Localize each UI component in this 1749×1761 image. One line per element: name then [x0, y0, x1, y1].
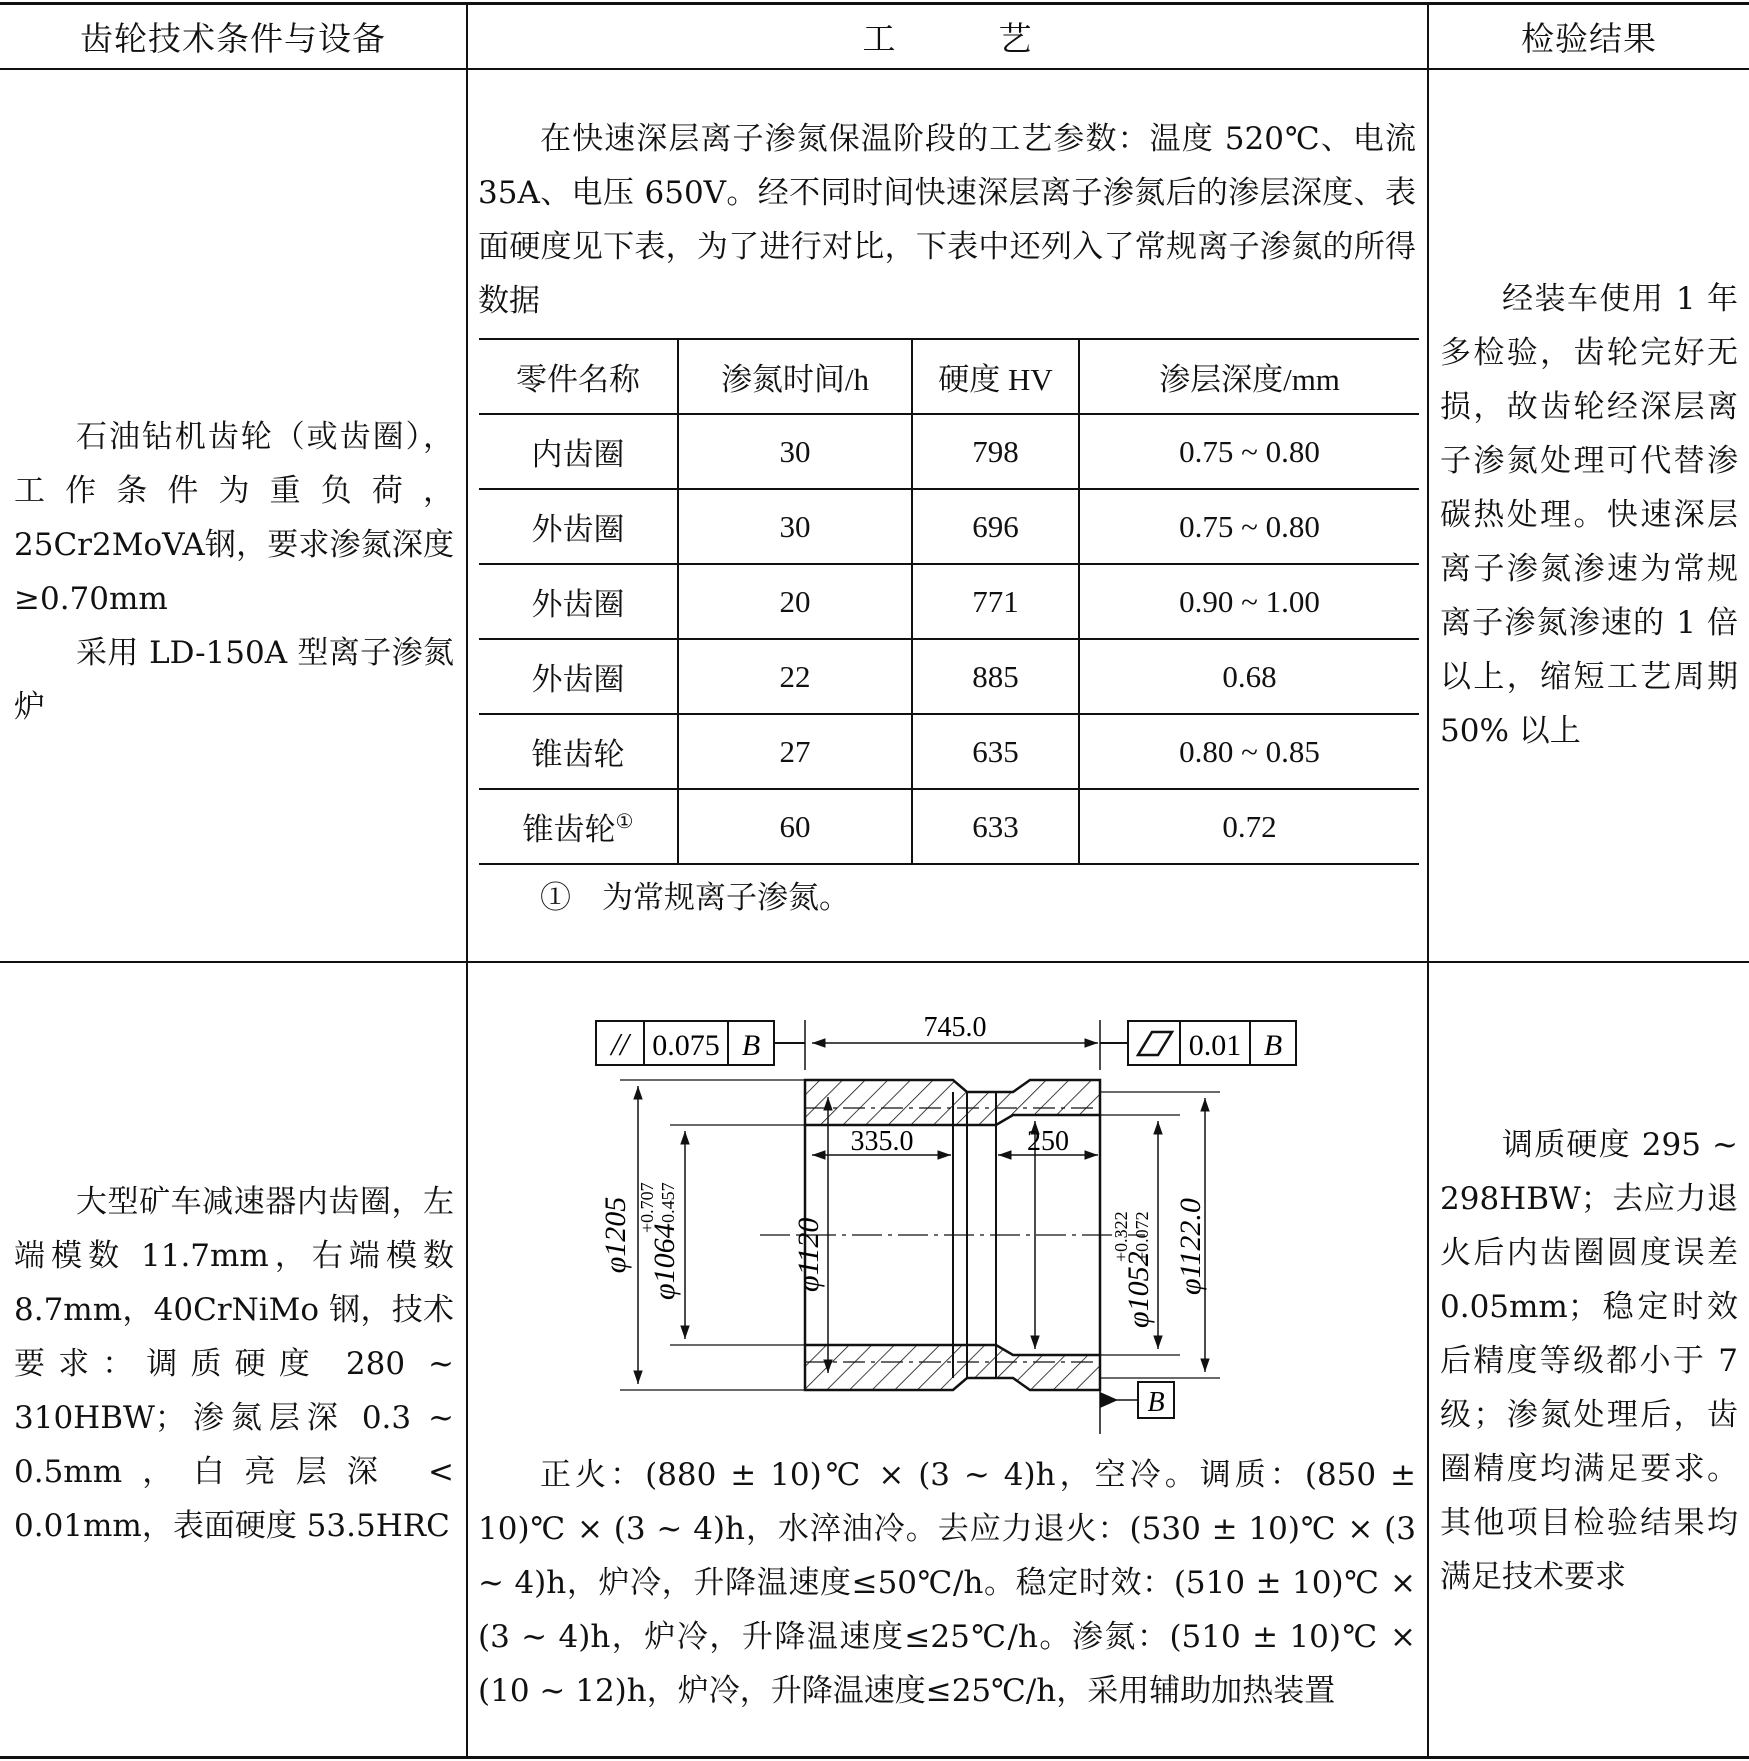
nitriding-results-table	[479, 338, 1419, 865]
cell-depth: 0.90 ~ 1.00	[1079, 564, 1419, 639]
row2-process: 正火：(880 ± 10)℃ × (3 ~ 4)h，空冷。调质：(850 ± 10)℃ × (3 ~ 4)h，水淬油冷。去应力退火：(530 ± 10)℃ × (3 ~ 4)h，炉冷，升降温速度≤50℃/h。稳定时效：(510 ± 10)℃ × (3 ~ 4)h，炉冷，升降温速度≤25℃/h。渗氮：(510 ± 10)℃ × (10 ~ 12)h，炉冷，升降温速度≤25℃/h，采用辅助加热装置	[478, 1457, 1416, 1709]
footnote-ref: ①	[615, 809, 634, 833]
flatness-tolerance-frame	[1128, 1021, 1296, 1065]
cell-part: 外齿圈	[479, 489, 678, 564]
flatness-value: 0.01	[1188, 1029, 1242, 1062]
row1-result: 经装车使用 1 年多检验，齿轮完好无损，故齿轮经深层离子渗氮处理可代替渗碳热处理。快速深层离子渗氮渗速为常规离子渗氮渗速的 1 倍以上，缩短工艺周期 50% 以上	[1440, 281, 1738, 749]
cell-part: 外齿圈	[479, 639, 678, 714]
header-bottom-border	[0, 68, 1749, 70]
header-process: 工 艺	[862, 18, 1033, 58]
cell-part: 外齿圈	[479, 564, 678, 639]
cell-time: 27	[678, 714, 912, 789]
dim-tol-1052-lower: +0.072	[1132, 1211, 1152, 1262]
parallelism-tolerance-frame	[596, 1021, 774, 1065]
col-header-hardness: 硬度 HV	[912, 339, 1079, 414]
col-header-time: 渗氮时间/h	[678, 339, 912, 414]
row1-process-intro: 在快速深层离子渗氮保温阶段的工艺参数：温度 520℃、电流 35A、电压 650V。经不同时间快速深层离子渗氮后的渗层深度、表面硬度见下表，为了进行对比，下表中还列入了常规离子渗氮的所得数据	[478, 121, 1416, 319]
row1-conditions-line-2: 采用 LD-150A 型离子渗氮炉	[14, 635, 454, 725]
row1-conditions	[14, 410, 454, 734]
dim-length-label: 745.0	[923, 1012, 987, 1043]
cell-time: 20	[678, 564, 912, 639]
cell-hardness: 633	[912, 789, 1079, 864]
cell-part: 锥齿轮	[479, 714, 678, 789]
parallelism-icon: //	[611, 1026, 629, 1062]
cell-hardness: 798	[912, 414, 1079, 489]
table-row	[479, 639, 1419, 714]
dim-tol-1064-upper: +0.707	[637, 1182, 657, 1233]
flatness-icon	[1138, 1032, 1172, 1055]
cell-depth: 0.75 ~ 0.80	[1079, 489, 1419, 564]
cell-hardness: 696	[912, 489, 1079, 564]
table-row	[479, 564, 1419, 639]
cell-part	[479, 789, 678, 864]
row2-result: 调质硬度 295 ~ 298HBW；去应力退火后内齿圈圆度误差 0.05mm；稳定时效后精度等级都小于 7 级；渗氮处理后，齿圈精度均满足要求。其他项目检验结果均满足技术要求	[1440, 1127, 1738, 1595]
table-footnote	[540, 872, 850, 917]
table-row	[479, 489, 1419, 564]
dim-tol-1052-upper: +0.322	[1111, 1211, 1131, 1262]
row1-conditions-line-1: 石油钻机齿轮（或齿圈），工作条件为重负荷，25Cr2MoVA钢，要求渗氮深度≥0.70mm	[14, 419, 454, 617]
row2-conditions: 大型矿车减速器内齿圈，左端模数 11.7mm，右端模数 8.7mm，40CrNiMo 钢，技术要求：调质硬度 280 ~ 310HBW；渗氮层深 0.3 ~ 0.5mm，白亮层深 < 0.01mm，表面硬度 53.5HRC	[14, 1184, 454, 1544]
header-conditions: 齿轮技术条件与设备	[80, 18, 386, 58]
cell-depth: 0.75 ~ 0.80	[1079, 414, 1419, 489]
cell-depth: 0.72	[1079, 789, 1419, 864]
cell-time: 60	[678, 789, 912, 864]
col-header-depth: 渗层深度/mm	[1079, 339, 1419, 414]
dim-dia-1052: φ1052	[1122, 1251, 1155, 1328]
dim-right-width: 250	[1027, 1126, 1069, 1157]
cell-hardness: 885	[912, 639, 1079, 714]
row-divider	[0, 961, 1749, 963]
cell-part-text: 锥齿轮	[522, 812, 616, 848]
cell-time: 30	[678, 489, 912, 564]
cell-hardness: 771	[912, 564, 1079, 639]
parallelism-value: 0.075	[652, 1029, 720, 1062]
dim-dia-1120: φ1120	[792, 1217, 825, 1292]
cell-time: 30	[678, 414, 912, 489]
footnote-mark: ①	[540, 880, 571, 916]
dim-dia-1205: φ1205	[599, 1196, 632, 1274]
datum-label: B	[1147, 1387, 1165, 1418]
table-row	[479, 414, 1419, 489]
table-row	[479, 714, 1419, 789]
table-row	[479, 789, 1419, 864]
footnote-text: 为常规离子渗氮。	[602, 880, 850, 916]
gear-ring-drawing	[560, 1000, 1320, 1440]
column-divider-1	[466, 2, 468, 1759]
cell-hardness: 635	[912, 714, 1079, 789]
dim-left-width: 335.0	[850, 1126, 914, 1157]
table-header-row	[479, 339, 1419, 414]
bottom-border	[0, 1756, 1749, 1759]
col-header-part: 零件名称	[479, 339, 678, 414]
flatness-datum: B	[1263, 1029, 1283, 1062]
cell-time: 22	[678, 639, 912, 714]
column-divider-2	[1427, 2, 1429, 1759]
cell-depth: 0.68	[1079, 639, 1419, 714]
dim-dia-1064: φ1064	[648, 1223, 681, 1300]
cell-depth: 0.80 ~ 0.85	[1079, 714, 1419, 789]
dim-tol-1064-lower: +0.457	[658, 1182, 678, 1233]
dim-dia-1122: φ1122.0	[1174, 1198, 1207, 1295]
parallelism-datum: B	[741, 1029, 761, 1062]
header-result: 检验结果	[1521, 18, 1657, 58]
cell-part: 内齿圈	[479, 414, 678, 489]
